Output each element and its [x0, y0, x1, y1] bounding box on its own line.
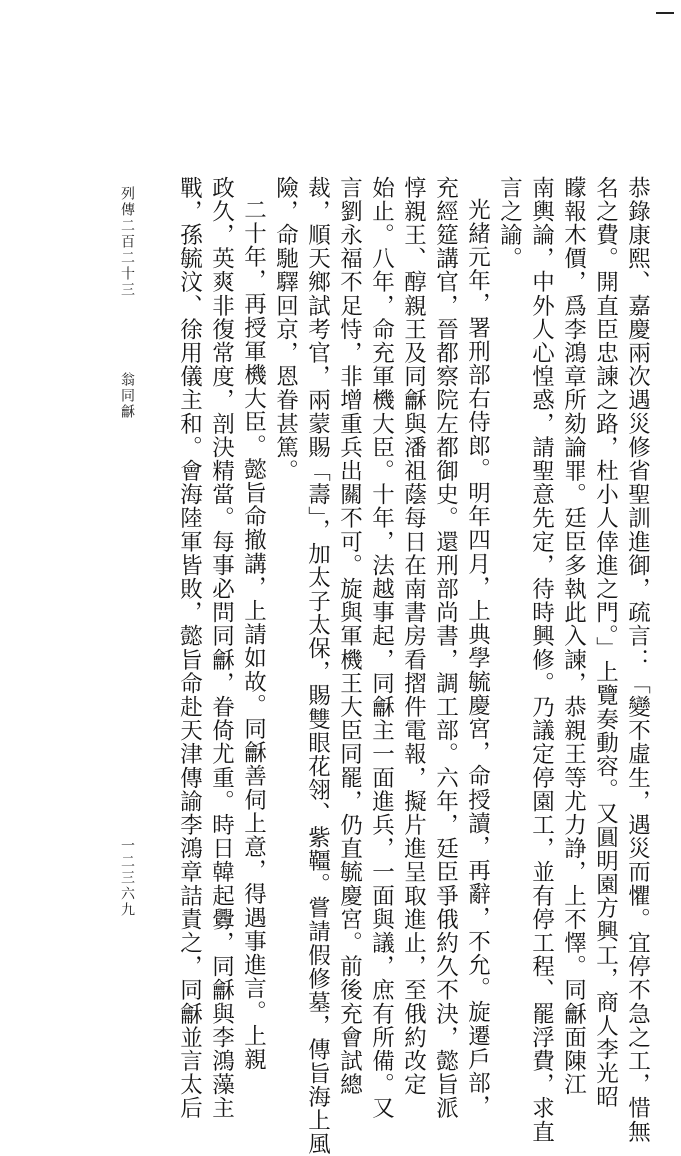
- text-column-10: 言劉永福不足恃，非增重兵出關不可。旋與軍機王大臣同罷，仍直毓慶宮。前後充會試總: [336, 176, 363, 1097]
- text-column-15: 戰，孫毓汶、徐用儀主和。會海陸軍皆敗，懿旨命赴天津傳諭李鴻章詰責之，同龢並言太后: [176, 176, 203, 1120]
- text-column-9: 始止。八年，命充軍機大臣。十年，法越事起，同龢主一面進兵，一面與議，庶有所備。又: [368, 176, 395, 1120]
- text-column-8: 惇親王、醇親王及同龢與潘祖蔭每日在南書房看摺件電報，擬片進呈取進止，至俄約改定: [400, 176, 427, 1097]
- text-column-6: 光緒元年，署刑部右侍郎。明年四月，上典學毓慶宮，命授讀，再辭，不允。旋遷戶部，: [464, 198, 491, 1119]
- margin-biography-name: 翁同龢: [119, 372, 135, 420]
- text-column-13: 二十年，再授軍機大臣。懿旨命撤講，上請如故。同龢善伺上意，得遇事進言。上親: [240, 198, 267, 1072]
- text-column-4: 南輿論，中外人心惶惑，請聖意先定，待時興修。乃議定停園工，並有停工程、罷浮費，求直: [528, 176, 555, 1144]
- text-column-3: 矇報木價，爲李鴻章所劾論罪。廷臣多執此入諫，恭親王等尤力諍，上不懌。同龢面陳江: [560, 176, 587, 1097]
- text-column-12: 險，命馳驛回京，恩眷甚篤。: [272, 176, 299, 483]
- text-column-5: 言之諭。: [496, 176, 523, 271]
- text-column-11: 裁，順天鄉試考官，兩蒙賜「壽」，加太子太保，賜雙眼花翎、紫韁。嘗請假修墓，傳旨海上風: [304, 176, 331, 1156]
- text-column-7: 充經筵講官，晉都察院左都御史。還刑部尚書，調工部。六年，廷臣爭俄約久不決，懿旨派: [432, 176, 459, 1120]
- text-column-14: 政久，英爽非復常度，剖決精當。每事必問同龢，眷倚尤重。時日韓起釁，同龢與李鴻藻主: [208, 176, 235, 1120]
- page-number: 一二三六九: [119, 838, 135, 918]
- margin-chapter-title: 列傳二百二十三: [119, 186, 135, 298]
- text-column-2: 名之費。開直臣忠諫之路，杜小人倖進之門。」上覽奏動容。又圓明園方興工，商人李光昭: [592, 176, 619, 1109]
- top-edge-mark: [656, 12, 674, 14]
- text-column-1: 恭錄康熙、嘉慶兩次遇災修省聖訓進御，疏言：「變不虛生，遇災而懼。宜停不急之工，惜無: [624, 176, 651, 1144]
